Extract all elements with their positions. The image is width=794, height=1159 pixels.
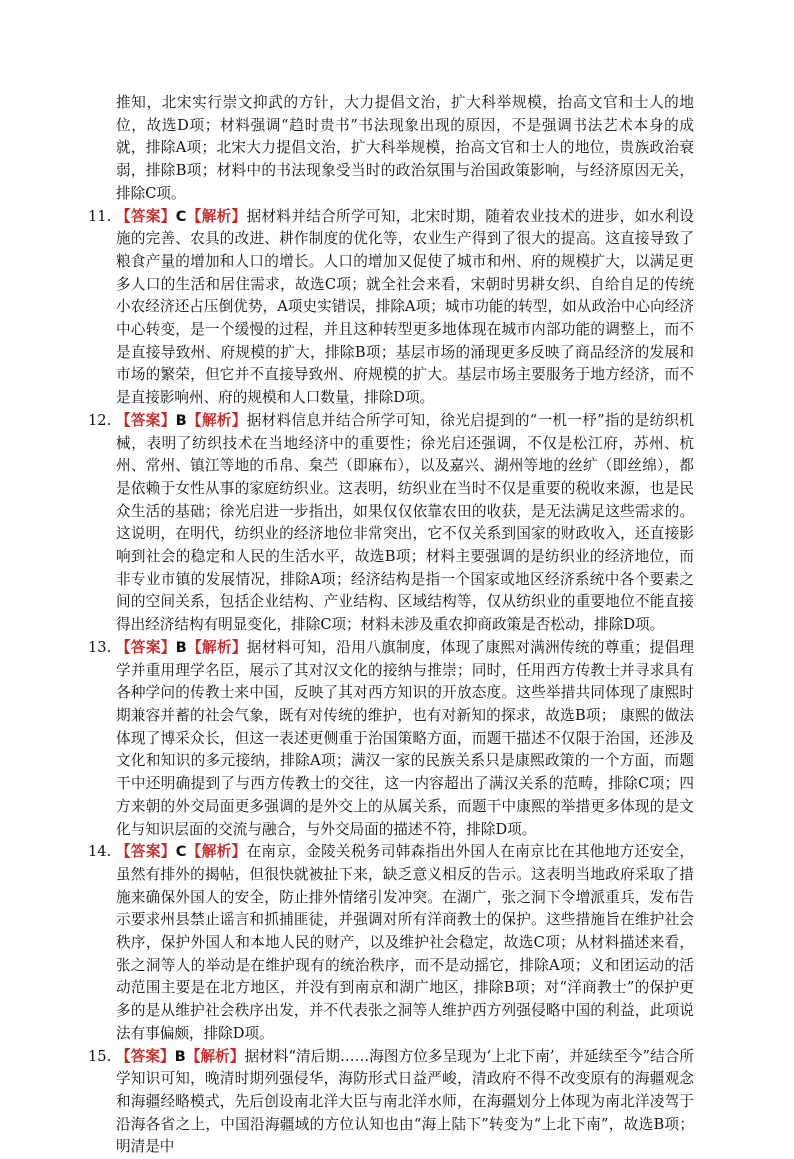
answer-tag: 【答案】 <box>116 207 176 225</box>
analysis-text: 据材料“清后期……海图方位多呈现为‘上北下南’，并延续至今”结合所学知识可知，晚清时期列强侵华，海防形式日益严峻，清政府不得不改变原有的海疆观念和海疆经略模式，先后创设南北洋大臣与南北洋水师，在海疆划分上体现为南北洋凌驾于沿海各省之上，中国沿海疆域的方位认知也由“海上陆下”转变为“上北下南”，故选B项；明清是中 <box>116 1047 694 1156</box>
answer-tag: 【答案】 <box>116 411 176 429</box>
answer-item-12 <box>88 410 694 637</box>
analysis-text: 在南京，金陵关税务司韩森指出外国人在南京比在其他地方还安全，虽然有排外的揭帖，但很快就被扯下来，缺乏意义相反的告示。这表明当地政府采取了措施来确保外国人的安全，防止排外情绪引发冲突。在湖广，张之洞下令增派重兵，发布告示要求州县禁止谣言和抓捕匪徒，并强调对所有洋商教士的保护。这些措施旨在维护社会秩序，保护外国人和本地人民的财产，以及维护社会稳定，故选C项；从材料描述来看，张之洞等人的举动是在维护现有的统治秩序，而不是动摇它，排除A项；义和团运动的活动范围主要是在北方地区，并没有到南京和湖广地区，排除B项；对“洋商教士”的保护更多的是从维护社会秩序出发，并不代表张之洞等人维护西方列强侵略中国的利益，此项说法有事偏颇，排除D项。 <box>116 843 694 1042</box>
answer-page <box>88 92 694 1159</box>
answer-letter: C <box>175 207 187 225</box>
analysis-text: 据材料可知，沿用八旗制度，体现了康熙对满洲传统的尊重；提倡理学并重用理学名臣，展示了其对汉文化的接纳与推崇；同时，任用西方传教士并寻求具有各种学问的传教士来中国，反映了其对西方知识的开放态度。这些举措共同体现了康熙时期兼容并蓄的社会气象，既有对传统的维护，也有对新知的探求，故选B项； 康熙的做法体现了博采众长，但这一表述更侧重于治国策略方面，而题干描述不仅限于治国，还涉及文化和知识的多元接纳，排除A项；满汉一家的民族关系只是康熙政策的一个方面，而题干中还明确提到了与西方传教士的交往，这一内容超出了满汉关系的范畴，排除C项；四方来朝的外交局面更多强调的是外交上的从属关系，而题干中康熙的举措更多体现的是文化与知识层面的交流与融合，与外交局面的描述不符，排除D项。 <box>116 638 694 838</box>
answer-list <box>88 206 694 1159</box>
answer-item-14 <box>88 841 694 1045</box>
answer-tag: 【答案】 <box>116 1047 175 1065</box>
answer-item-11 <box>88 206 694 410</box>
question-number: 14. <box>88 843 112 861</box>
answer-letter: B <box>174 1047 186 1065</box>
answer-tag: 【答案】 <box>116 843 176 861</box>
question-number: 12. <box>88 411 112 429</box>
analysis-tag: 【解析】 <box>185 1047 245 1065</box>
question-number: 13. <box>88 638 112 656</box>
continued-paragraph: 推知，北宋实行崇文抑武的方针，大力提倡文治，扩大科举规模，抬高文官和士人的地位，故选D项；材料强调“趋时贵书”书法现象出现的原因，不是强调书法艺术本身的成就，排除A项；北宋大力提倡文治，扩大科举规模，抬高文官和士人的地位，贵族政治衰弱，排除B项；材料中的书法现象受当时的政治氛围与治国政策影响，与经济原因无关，排除C项。 <box>116 94 694 202</box>
question-number: 11. <box>88 207 112 225</box>
question-number: 15. <box>88 1047 112 1065</box>
answer-letter: B <box>175 411 187 429</box>
answer-item-13 <box>88 637 694 841</box>
analysis-text: 据材料并结合所学可知，北宋时期，随着农业技术的进步，如水利设施的完善、农具的改进、耕作制度的优化等，农业生产得到了很大的提高。这直接导致了粮食产量的增加和人口的增长。人口的增加又促使了城市和州、府的规模扩大，以满足更多人口的生活和居住需求，故选C项；就全社会来看，宋朝时男耕女织、自给自足的传统小农经济还占压倒优势，A项史实错误，排除A项；城市功能的转型，如从政治中心向经济中心转变，是一个缓慢的过程，并且这种转型更多地体现在城市内部功能的调整上，而不是直接导致州、府规模的扩大，排除B项；基层市场的涌现更多反映了商品经济的发展和市场的繁荣，但它并不直接导致州、府规模的扩大。基层市场主要服务于地方经济，而不是直接影响州、府的规模和人口数量，排除D项。 <box>116 207 694 407</box>
answer-item-15 <box>88 1046 694 1159</box>
analysis-tag: 【解析】 <box>186 411 247 429</box>
answer-letter: B <box>175 638 187 656</box>
analysis-tag: 【解析】 <box>186 638 247 656</box>
analysis-tag: 【解析】 <box>186 843 247 861</box>
analysis-text: 据材料信息并结合所学可知，徐光启提到的“一机一杼”指的是纺织机械，表明了纺织技术在当地经济中的重要性；徐光启还强调，不仅是松江府，苏州、杭州、常州、镇江等地的币帛、枲苎（即麻布），以及嘉兴、湖州等地的丝纩（即丝绵），都是依赖于女性从事的家庭纺织业。这表明，纺织业在当时不仅是重要的税收来源，也是民众生活的基础；徐光启进一步指出，如果仅仅依靠农田的收获，是无法满足这些需求的。这说明，在明代，纺织业的经济地位非常突出，它不仅关系到国家的财政收入，还直接影响到社会的稳定和人民的生活水平，故选B项；材料主要强调的是纺织业的经济地位，而非专业市镇的发展情况，排除A项；经济结构是指一个国家或地区经济系统中各个要素之间的空间关系，包括企业结构、产业结构、区域结构等，仅从纺织业的重要地位不能直接得出经济结构有明显变化，排除C项；材料未涉及重农抑商政策是否松动，排除D项。 <box>116 411 694 634</box>
answer-tag: 【答案】 <box>116 638 176 656</box>
answer-letter: C <box>175 843 187 861</box>
analysis-tag: 【解析】 <box>186 207 247 225</box>
